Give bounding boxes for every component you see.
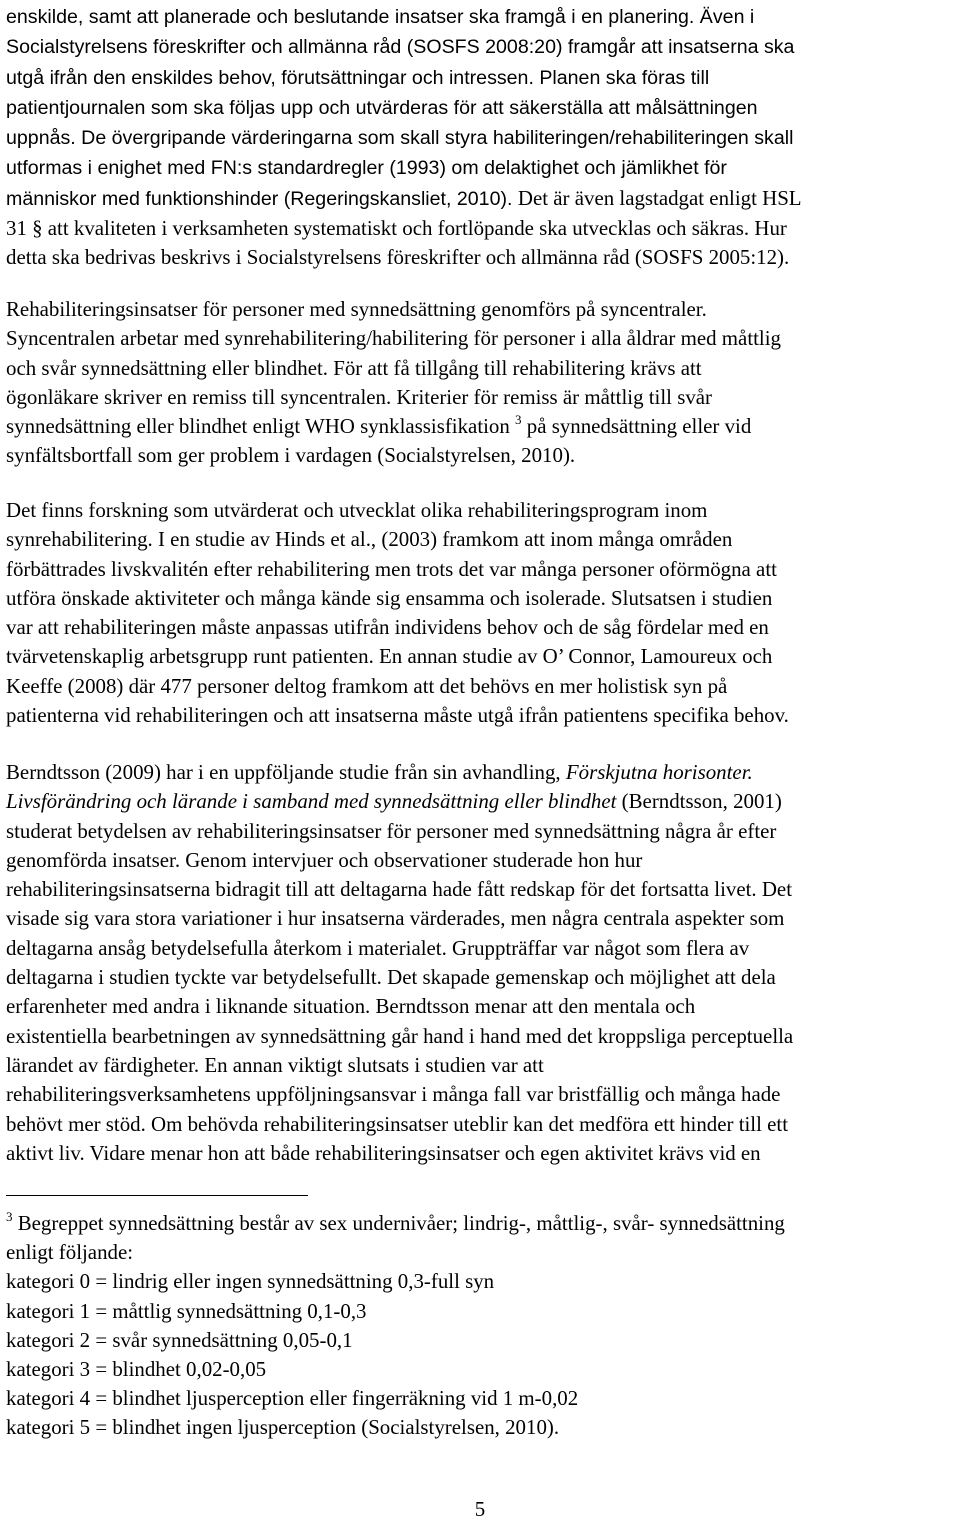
text-run: deltagarna ansåg betydelsefulla återkom i materialet. Gruppträffar var något som flera av <box>6 935 750 960</box>
text-line <box>6 1051 958 1080</box>
text-run: förbättrades livskvalitén efter rehabilitering men trots det var många personer oförmögna att <box>6 556 777 581</box>
text-line <box>6 787 958 816</box>
text-run: rehabiliteringsinsatserna bidragit till att deltagarna hade fått redskap för det fortsatta livet. Det <box>6 877 793 902</box>
text-run: enligt följande: <box>6 1240 134 1265</box>
text-line <box>6 992 958 1021</box>
text-run: Begreppet synnedsättning består av sex undernivåer; lindrig-, måttlig-, svår- synnedsättning <box>12 1211 785 1235</box>
text-line <box>6 1022 958 1051</box>
text-run: rehabiliteringsverksamhetens uppföljningsansvar i många fall var bristfällig och många hade <box>6 1082 781 1107</box>
text-line <box>6 613 958 642</box>
text-line <box>6 1139 958 1168</box>
text-line <box>6 701 958 730</box>
text-run: ögonläkare skriver en remiss till syncentralen. Kriterier för remiss är måttlig till svår <box>6 384 712 409</box>
text-line <box>6 1267 958 1296</box>
text-run: kategori 1 = måttlig synnedsättning 0,1-0,3 <box>6 1298 367 1323</box>
text-line <box>6 412 958 441</box>
text-run: Keeffe (2008) där 477 personer deltog framkom att det behövs en mer holistisk syn på <box>6 673 728 698</box>
text-line <box>6 496 958 525</box>
footnote-marker: 3 <box>6 1209 13 1225</box>
text-run: behövt mer stöd. Om behövda rehabiliteringsinsatser uteblir kan det medföra ett hinder till ett <box>6 1111 789 1136</box>
text-line <box>6 1297 958 1326</box>
page-number: 5 <box>474 1497 486 1521</box>
text-run: på synnedsättning eller vid <box>521 414 752 439</box>
text-run: 31 § att kvaliteten i verksamheten systematiskt och fortlöpande ska utvecklas och säkras. Hur <box>6 216 787 241</box>
text-line <box>6 354 958 383</box>
text-line <box>6 441 958 470</box>
text-run: erfarenheter med andra i liknande situation. Berndtsson menar att den mentala och <box>6 994 696 1019</box>
footnote <box>6 1209 958 1443</box>
text-run: (Berndtsson, 2001) <box>616 789 782 814</box>
text-line <box>6 2 958 32</box>
text-line <box>6 817 958 846</box>
text-run: Socialstyrelsens föreskrifter och allmänna råd (SOSFS 2008:20) framgår att insatserna ska <box>6 36 795 59</box>
text-run: Rehabiliteringsinsatser för personer med synnedsättning genomförs på syncentraler. <box>6 297 707 321</box>
text-line <box>6 1355 958 1384</box>
text-run: tvärvetenskaplig arbetsgrupp runt patienten. En annan studie av O’ Connor, Lamoureux och <box>6 644 773 669</box>
text-line <box>6 934 958 963</box>
text-run: kategori 3 = blindhet 0,02-0,05 <box>6 1357 267 1382</box>
text-run: kategori 2 = svår synnedsättning 0,05-0,1 <box>6 1327 353 1352</box>
text-line <box>6 672 958 701</box>
text-run: visade sig vara stora variationer i hur insatserna värderades, men några centrala aspekter som <box>6 906 785 931</box>
text-run: enskilde, samt att planerade och beslutande insatser ska framgå i en planering. Även i <box>6 6 755 28</box>
text-line <box>6 963 958 992</box>
text-run: kategori 0 = lindrig eller ingen synnedsättning 0,3-full syn <box>6 1269 495 1294</box>
text-line <box>6 525 958 554</box>
text-run: Det är även lagstadgat enligt HSL <box>517 185 802 210</box>
text-line <box>6 184 958 214</box>
text-line <box>6 1326 958 1355</box>
text-run: Livsförändring och lärande i samband med synnedsättning eller blindhet <box>6 789 617 814</box>
text-line <box>6 1413 958 1442</box>
text-line <box>6 32 958 62</box>
text-line <box>6 63 958 93</box>
text-run: genomförda insatser. Genom intervjuer och observationer studerade hon hur <box>6 847 643 872</box>
text-line <box>6 295 958 324</box>
text-run: kategori 5 = blindhet ingen ljusperception (Socialstyrelsen, 2010). <box>6 1415 560 1440</box>
text-run: Syncentralen arbetar med synrehabilitering/habilitering för personer i alla åldrar med måttlig <box>6 326 781 351</box>
text-run: och svår synnedsättning eller blindhet. För att få tillgång till rehabilitering krävs att <box>6 355 702 380</box>
text-line <box>6 642 958 671</box>
text-line <box>6 555 958 584</box>
text-line <box>6 1080 958 1109</box>
text-run: lärandet av färdigheter. En annan viktigt slutsats i studien var att <box>6 1052 544 1077</box>
text-run: synnedsättning eller blindhet enligt WHO synklassisfikation <box>6 414 516 439</box>
text-run: var att rehabiliteringen måste anpassas utifrån individens behov och de såg fördelar med en <box>6 615 769 640</box>
text-run: människor med funktionshinder (Regeringskansliet, 2010). <box>6 187 518 210</box>
text-line <box>6 123 958 153</box>
text-line <box>6 904 958 933</box>
footnote-separator <box>6 1195 308 1196</box>
text-run: utföra önskade aktiviteter och många kände sig ensamma och isolerade. Slutsatsen i studien <box>6 585 773 610</box>
text-line <box>6 93 958 123</box>
text-line <box>6 1209 958 1238</box>
text-run: synfältsbortfall som ger problem i vardagen (Socialstyrelsen, 2010). <box>6 443 576 468</box>
paragraph-berndtsson-study <box>6 758 958 1168</box>
text-run: deltagarna i studien tyckte var betydelsefullt. Det skapade gemenskap och möjlighet att dela <box>6 965 776 990</box>
text-line <box>6 214 958 243</box>
text-line <box>6 153 958 183</box>
text-line <box>6 1238 958 1267</box>
text-run: aktivt liv. Vidare menar hon att både rehabiliteringsinsatser och egen aktivitet krävs vid en <box>6 1140 761 1165</box>
text-run: Förskjutna horisonter. <box>565 760 753 784</box>
text-line <box>6 875 958 904</box>
text-line <box>6 758 958 787</box>
footnote-marker: 3 <box>515 412 522 428</box>
text-run: detta ska bedrivas beskrivs i Socialstyrelsens föreskrifter och allmänna råd (SOSFS 2005:12). <box>6 245 790 270</box>
text-run: utgå ifrån den enskildes behov, förutsättningar och intressen. Planen ska föras till <box>6 66 710 89</box>
paragraph-research-programs <box>6 496 958 730</box>
text-run: patienterna vid rehabiliteringen och att insatserna måste utgå ifrån patientens specifika behov. <box>6 703 789 728</box>
text-run: uppnås. De övergripande värderingarna som skall styra habiliteringen/rehabiliteringen skall <box>6 127 794 150</box>
text-line <box>6 383 958 412</box>
text-line <box>6 243 958 272</box>
text-run: patientjournalen som ska följas upp och utvärderas för att säkerställa att målsättningen <box>6 96 758 119</box>
text-run: Det finns forskning som utvärderat och utvecklat olika rehabiliteringsprogram inom <box>6 498 708 522</box>
text-line <box>6 584 958 613</box>
text-line <box>6 846 958 875</box>
text-run: Berndtsson (2009) har i en uppföljande studie från sin avhandling, <box>6 760 566 784</box>
text-run: studerat betydelsen av rehabiliteringsinsatser för personer med synnedsättning några år efter <box>6 818 777 843</box>
paragraph-syncentraler <box>6 295 958 471</box>
text-run: utformas i enighet med FN:s standardregler (1993) om delaktighet och jämlikhet för <box>6 157 727 180</box>
text-run: existentiella bearbetningen av synnedsättning går hand i hand med det kroppsliga perceptuella <box>6 1023 794 1048</box>
text-run: kategori 4 = blindhet ljusperception eller fingerräkning vid 1 m-0,02 <box>6 1386 579 1411</box>
text-line <box>6 324 958 353</box>
text-run: synrehabilitering. I en studie av Hinds et al., (2003) framkom att inom många områden <box>6 527 733 552</box>
text-line <box>6 1384 958 1413</box>
paragraph-legal-framework <box>6 2 958 273</box>
text-line <box>6 1110 958 1139</box>
